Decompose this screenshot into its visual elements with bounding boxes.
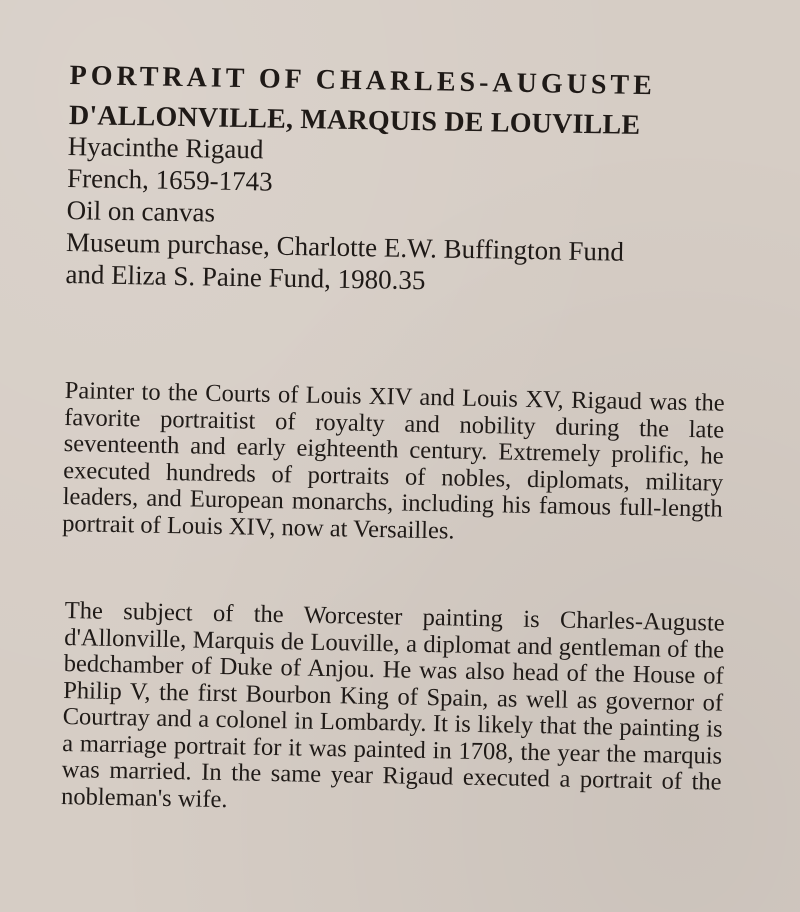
title-line-2: D'ALLONVILLE, MARQUIS DE LOUVILLE [68, 99, 641, 141]
title-line-1: PORTRAIT OF CHARLES-AUGUSTE [69, 59, 657, 102]
credit-line-2: and Eliza S. Paine Fund, 1980.35 [65, 258, 426, 296]
description-paragraph-1: Painter to the Courts of Louis XIV and Louis XV, Rigaud was the favorite portraitist of royalty and nobility during the late seventeenth and early eighteenth century. Extremely prolific, he executed hundreds of portraits of nobles, diplomats, military leaders, and European monarchs, including his famous full-length portrait of Louis XIV, now at Versailles. [61, 377, 725, 545]
artwork-details [65, 130, 768, 302]
description-paragraph-2: The subject of the Worcester painting is Charles-Auguste d'Allonville, Marquis de Louville, a diplomat and gentleman of the bedchamber of Duke of Anjou. He was also head of the House of Philip V, the first Bourbon King of Spain, as well as governor of Courtray and a colonel in Lombardy. It is likely that the painting is a marriage portrait for it was painted in 1708, the year the marquis was married. In the same year Rigaud executed a portrait of the nobleman's wife. [60, 597, 725, 813]
artist-name: Hyacinthe Rigaud [67, 130, 264, 165]
artist-nationality-dates: French, 1659-1743 [66, 162, 273, 197]
artwork-medium: Oil on canvas [66, 194, 216, 228]
credit-line-1: Museum purchase, Charlotte E.W. Buffington Fund [65, 226, 625, 267]
